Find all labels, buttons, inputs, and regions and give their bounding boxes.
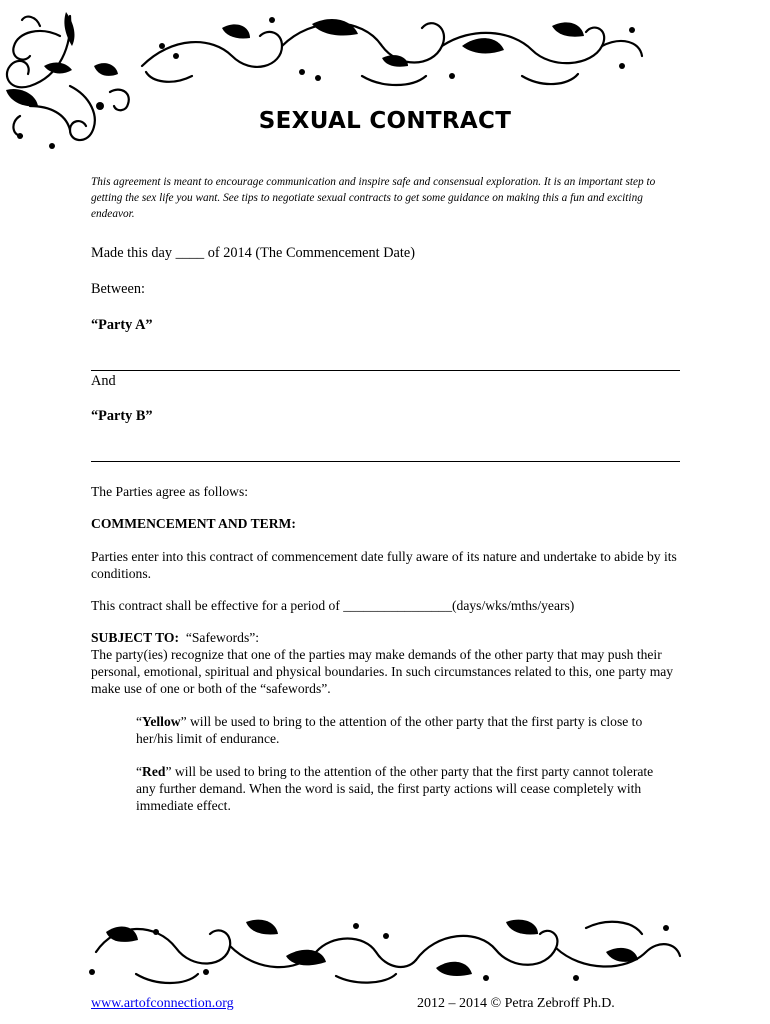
intro-text: This agreement is meant to encourage communication and inspire safe and consensual exploration. It is an important step to getting the sex life you want. See tips to negotiate sexual contracts to get some guidance on making this a fun and exciting endeavor.	[91, 176, 656, 220]
yellow-text: ” will be used to bring to the attention of the other party that the first party is close to her/his limit of endurance.	[136, 714, 643, 746]
red-paragraph: “Red” will be used to bring to the attention of the other party that the first party cannot tolerate any further demand. When the word is said, the first party actions will cease completely with immediate effect.	[136, 764, 654, 813]
yellow-paragraph: “Yellow” will be used to bring to the attention of the other party that the first party is close to her/his limit of endurance.	[136, 714, 643, 746]
and-label: And	[91, 373, 116, 389]
party-b-signature-line	[91, 461, 680, 462]
copyright-text: 2012 – 2014 © Petra Zebroff Ph.D.	[417, 996, 615, 1011]
website-link[interactable]: www.artofconnection.org	[91, 996, 234, 1011]
made-this-day: Made this day ____ of 2014 (The Commencement Date)	[91, 245, 415, 261]
header-flourish-icon	[132, 6, 652, 96]
corner-flourish-icon	[0, 6, 140, 166]
party-a-label: “Party A”	[91, 317, 153, 333]
subject-value: “Safewords”:	[185, 630, 260, 645]
red-text: ” will be used to bring to the attention of the other party that the first party cannot tolerate any further demand. When the word is said, the first party actions will cease completely with immediate effect.	[136, 764, 654, 813]
period-text: This contract shall be effective for a period of ________________(days/wks/mths/years)	[91, 598, 575, 613]
yellow-word: Yellow	[142, 714, 181, 729]
agree-text: The Parties agree as follows:	[91, 484, 249, 499]
between-label: Between:	[91, 281, 145, 297]
red-word: Red	[142, 764, 166, 779]
subject-label: SUBJECT TO:	[91, 630, 180, 645]
subject-text: The party(ies) recognize that one of the parties may make demands of the other party that may push their personal, emotional, spiritual and physical boundaries. In such circumstances related to this, one party may make use of one or both of the “safewords”.	[91, 647, 674, 696]
subject-line	[91, 629, 681, 646]
party-b-label: “Party B”	[91, 408, 153, 424]
commencement-heading: COMMENCEMENT AND TERM:	[91, 516, 296, 531]
commencement-text: Parties enter into this contract of commencement date fully aware of its nature and undertake to abide by its conditions.	[91, 549, 677, 581]
party-a-signature-line	[91, 370, 680, 371]
footer-flourish-icon	[86, 912, 686, 992]
document-title: SEXUAL CONTRACT	[258, 108, 512, 134]
